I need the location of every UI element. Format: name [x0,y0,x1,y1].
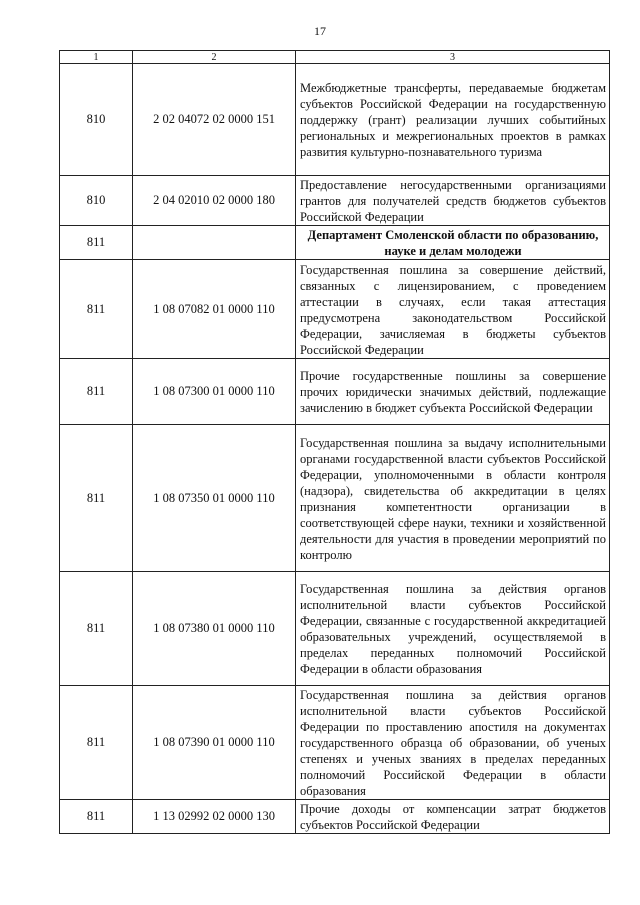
department-heading: Департамент Смоленской области по образованию, науке и делам молодежи [296,226,610,260]
row-description: Государственная пошлина за действия органов исполнительной власти субъектов Российской Федерации по проставлению апостиля на документах государственного образца об образовании, об ученых степенях и ученых званиях в пределах переданных полномочий Российской Федерации в области образования [296,686,610,800]
admin-code: 811 [60,359,133,425]
header-col-2: 2 [133,51,296,64]
admin-code: 811 [60,686,133,800]
row-description: Государственная пошлина за действия органов исполнительной власти субъектов Российской Федерации, связанные с государственной аккредитацией образовательных учреждений, осуществляемой в пределах переданных полномочий Российской Федерации в области образования [296,572,610,686]
kbk-code: 1 08 07300 01 0000 110 [133,359,296,425]
header-col-3: 3 [296,51,610,64]
header-col-1: 1 [60,51,133,64]
page-number: 17 [314,24,326,38]
admin-code: 811 [60,572,133,686]
row-description: Прочие доходы от компенсации затрат бюджетов субъектов Российской Федерации [296,800,610,834]
table-header-row [60,51,610,64]
table-row [60,64,610,176]
table-row [60,800,610,834]
kbk-code: 1 08 07380 01 0000 110 [133,572,296,686]
admin-code: 810 [60,176,133,226]
admin-code: 811 [60,226,133,260]
row-description: Межбюджетные трансферты, передаваемые бюджетам субъектов Российской Федерации на государственную поддержку (грант) реализации лучших событийных региональных и межрегиональных проектов в рамках развития культурно-познавательного туризма [296,64,610,176]
table-row [60,176,610,226]
row-description: Государственная пошлина за совершение действий, связанных с лицензированием, с проведением аттестации в случаях, если такая аттестация предусмотрена законодательством Российской Федерации, зачисляемая в бюджеты субъектов Российской Федерации [296,260,610,359]
table-row [60,572,610,686]
row-description: Государственная пошлина за выдачу исполнительными органами государственной власти субъектов Российской Федерации, уполномоченными в области контроля (надзора), свидетельства об аккредитации в целях признания компетентности организации в соответствующей сфере науки, техники и хозяйственной деятельности для участия в проведении мероприятий по контролю [296,425,610,572]
kbk-code: 1 08 07350 01 0000 110 [133,425,296,572]
admin-code: 811 [60,800,133,834]
kbk-code [133,226,296,260]
row-description: Предоставление негосударственными организациями грантов для получателей средств бюджетов субъектов Российской Федерации [296,176,610,226]
kbk-code: 2 02 04072 02 0000 151 [133,64,296,176]
budget-classification-table [59,50,610,834]
admin-code: 811 [60,260,133,359]
table-row [60,686,610,800]
table-row [60,425,610,572]
table-row-section-heading [60,226,610,260]
kbk-code: 2 04 02010 02 0000 180 [133,176,296,226]
kbk-code: 1 13 02992 02 0000 130 [133,800,296,834]
table-row [60,359,610,425]
table-row [60,260,610,359]
kbk-code: 1 08 07390 01 0000 110 [133,686,296,800]
row-description: Прочие государственные пошлины за совершение прочих юридически значимых действий, подлежащие зачислению в бюджет субъекта Российской Федерации [296,359,610,425]
admin-code: 811 [60,425,133,572]
admin-code: 810 [60,64,133,176]
kbk-code: 1 08 07082 01 0000 110 [133,260,296,359]
